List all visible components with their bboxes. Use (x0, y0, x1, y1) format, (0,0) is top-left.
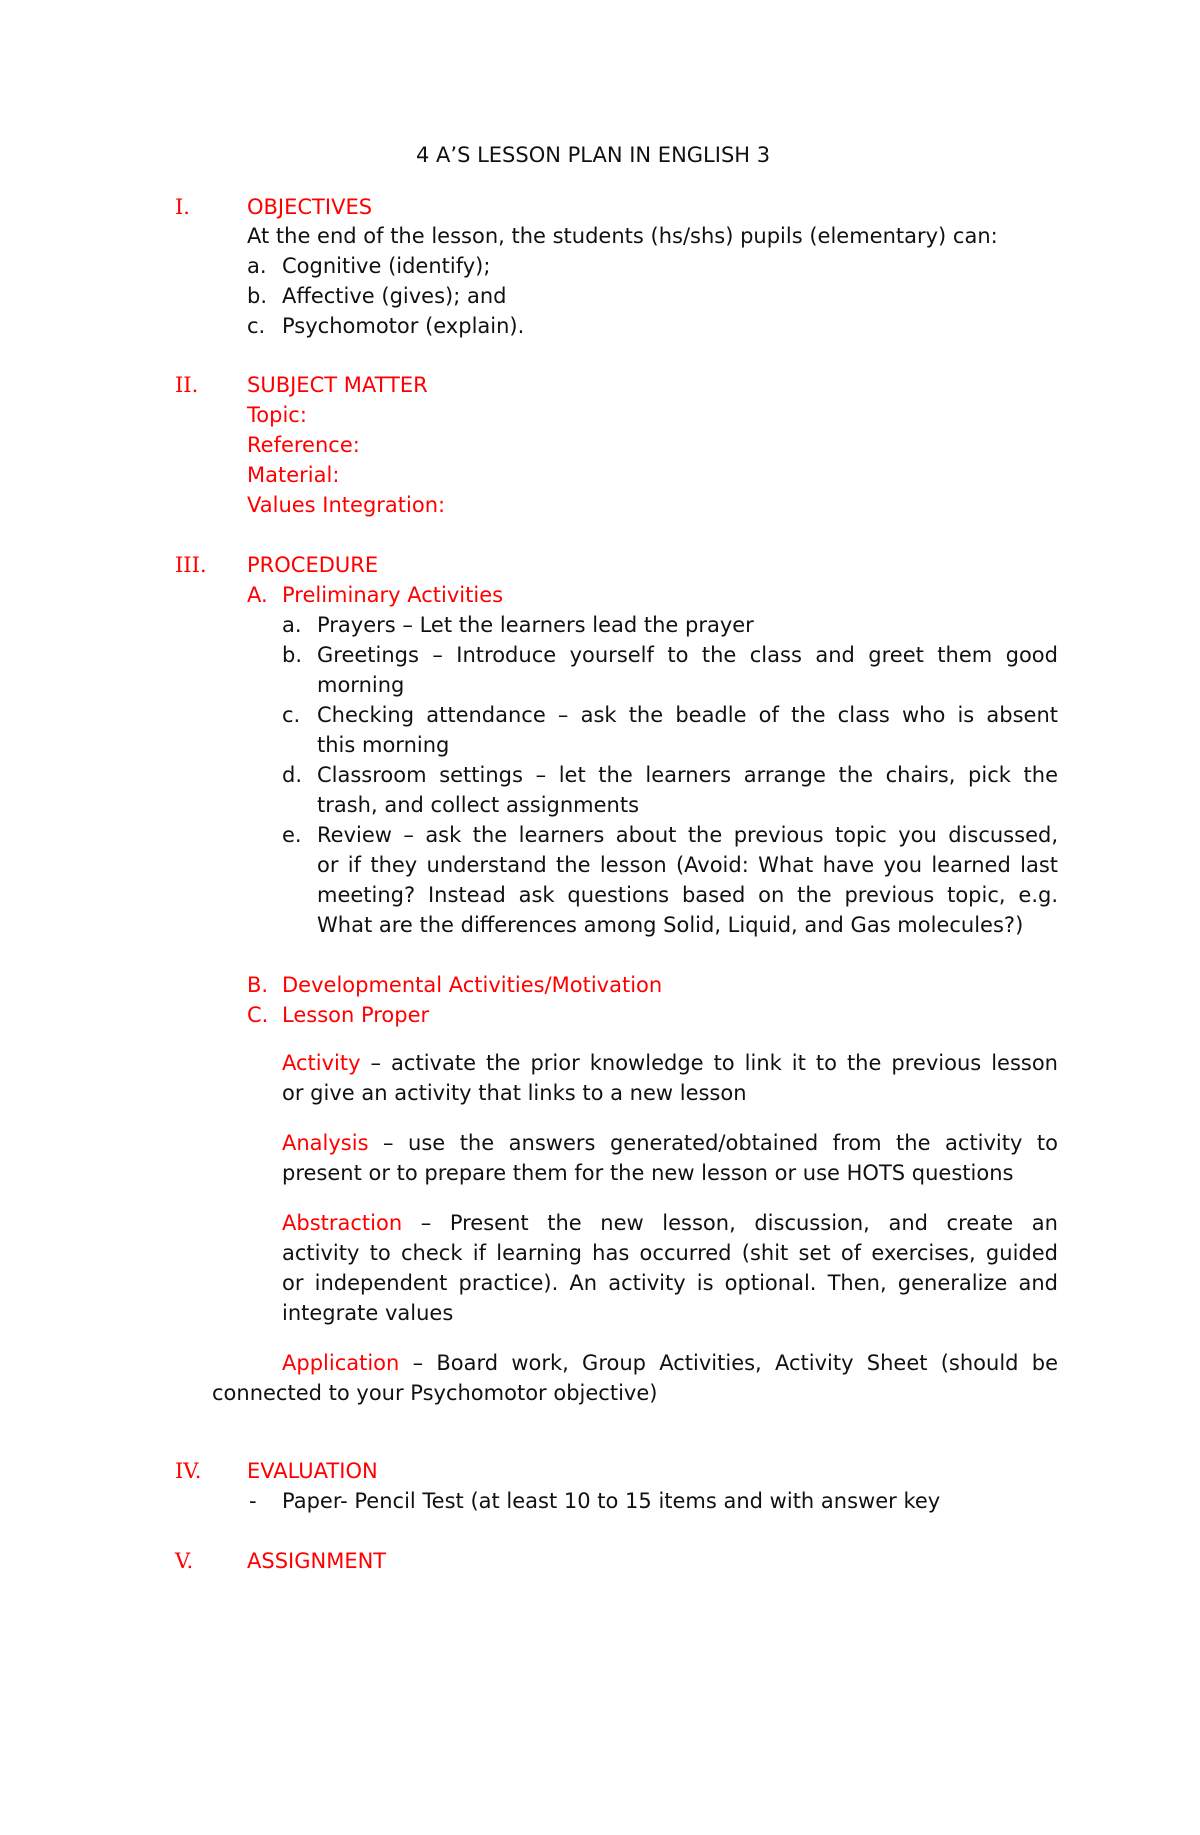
objectives-heading: OBJECTIVES (247, 195, 373, 219)
prelim-marker-b: b. (282, 643, 303, 667)
objectives-number: I. (175, 195, 190, 219)
application-term: Application (282, 1351, 400, 1375)
objective-marker-b: b. (247, 284, 268, 308)
prelim-marker-e: e. (282, 823, 302, 847)
lesson-proper-marker: C. (247, 1003, 269, 1027)
activity-line-1 (282, 1050, 1058, 1076)
prelim-item-e-line-4: What are the differences among Solid, Liquid, and Gas molecules?) (317, 913, 1024, 937)
prelim-marker-c: c. (282, 703, 301, 727)
prelim-item-a: Prayers – Let the learners lead the prayer (317, 613, 754, 637)
subject-matter-heading: SUBJECT MATTER (247, 373, 428, 397)
procedure-number: III. (175, 553, 207, 577)
abstraction-line-3: or independent practice). An activity is optional. Then, generalize and (282, 1271, 1058, 1295)
lesson-proper-heading: Lesson Proper (282, 1003, 430, 1027)
analysis-line-2: present or to prepare them for the new lesson or use HOTS questions (282, 1161, 1014, 1185)
objective-marker-a: a. (247, 254, 267, 278)
preliminary-heading: Preliminary Activities (282, 583, 504, 607)
preliminary-marker: A. (247, 583, 268, 607)
abstraction-line-1 (282, 1210, 1058, 1236)
analysis-term: Analysis (282, 1131, 369, 1155)
prelim-item-e-line-3: meeting? Instead ask questions based on the previous topic, e.g. (317, 883, 1058, 907)
prelim-item-b-line-2: morning (317, 673, 405, 697)
abstraction-line-2: activity to check if learning has occurred (shit set of exercises, guided (282, 1241, 1058, 1265)
objective-item-c: Psychomotor (explain). (282, 314, 525, 338)
abstraction-term: Abstraction (282, 1211, 403, 1235)
evaluation-heading: EVALUATION (247, 1459, 378, 1483)
objective-item-a: Cognitive (identify); (282, 254, 491, 278)
prelim-item-e-line-2: or if they understand the lesson (Avoid: What have you learned last (317, 853, 1058, 877)
prelim-item-c-line-1: Checking attendance – ask the beadle of the class who is absent (317, 703, 1058, 727)
field-topic: Topic: (247, 403, 307, 427)
prelim-marker-a: a. (282, 613, 302, 637)
evaluation-number: IV. (175, 1459, 202, 1483)
analysis-description: – use the answers generated/obtained from the activity to (368, 1131, 1058, 1155)
application-line-2: connected to your Psychomotor objective) (212, 1381, 658, 1405)
prelim-item-e-line-1: Review – ask the learners about the previous topic you discussed, (317, 823, 1058, 847)
activity-line-2: or give an activity that links to a new lesson (282, 1081, 747, 1105)
application-line-1 (282, 1350, 1058, 1376)
field-material: Material: (247, 463, 340, 487)
analysis-line-1 (282, 1130, 1058, 1156)
evaluation-item: Paper- Pencil Test (at least 10 to 15 items and with answer key (282, 1489, 941, 1513)
objective-item-b: Affective (gives); and (282, 284, 507, 308)
prelim-item-d-line-2: trash, and collect assignments (317, 793, 640, 817)
procedure-heading: PROCEDURE (247, 553, 379, 577)
page-title: 4 A’S LESSON PLAN IN ENGLISH 3 (416, 143, 771, 167)
abstraction-description: – Present the new lesson, discussion, and create an (402, 1211, 1058, 1235)
abstraction-line-4: integrate values (282, 1301, 454, 1325)
assignment-number: V. (175, 1549, 194, 1573)
objectives-intro: At the end of the lesson, the students (hs/shs) pupils (elementary) can: (247, 224, 998, 248)
evaluation-bullet: - (249, 1489, 257, 1513)
prelim-item-b-line-1: Greetings – Introduce yourself to the class and greet them good (317, 643, 1058, 667)
developmental-heading: Developmental Activities/Motivation (282, 973, 663, 997)
objective-marker-c: c. (247, 314, 266, 338)
prelim-item-c-line-2: this morning (317, 733, 450, 757)
prelim-item-d-line-1: Classroom settings – let the learners arrange the chairs, pick the (317, 763, 1058, 787)
subject-matter-number: II. (175, 373, 199, 397)
activity-description: – activate the prior knowledge to link it to the previous lesson (360, 1051, 1058, 1075)
field-values-integration: Values Integration: (247, 493, 446, 517)
prelim-marker-d: d. (282, 763, 303, 787)
assignment-heading: ASSIGNMENT (247, 1549, 387, 1573)
activity-term: Activity (282, 1051, 361, 1075)
application-description: – Board work, Group Activities, Activity Sheet (should be (399, 1351, 1058, 1375)
field-reference: Reference: (247, 433, 360, 457)
developmental-marker: B. (247, 973, 269, 997)
